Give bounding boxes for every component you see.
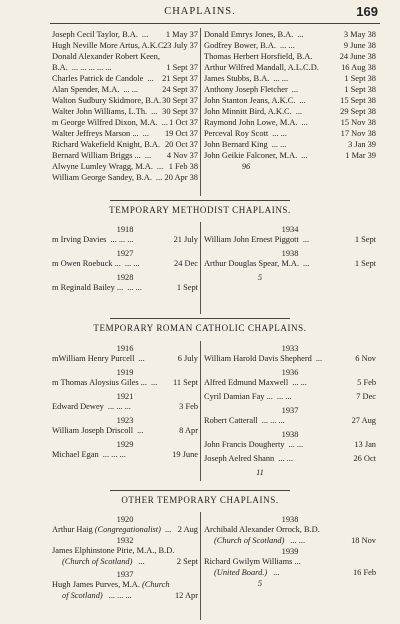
chaplain-name: Arthur Wilfred Mandall, A.L.C.D. <box>204 63 319 72</box>
chaplain-name: Richard Wakefield Knight, B.A. <box>52 140 161 149</box>
chaplain-name: William John Ernest Piggott <box>204 235 299 244</box>
leader-dots: ... <box>155 173 163 182</box>
list-item <box>204 556 376 567</box>
leader-dots: ... ... <box>127 283 142 292</box>
appointment-date: 24 Sept 37 <box>162 85 198 94</box>
list-item <box>204 128 376 139</box>
chaplain-name: James Stubbs, B.A. <box>204 74 270 83</box>
list-item <box>204 51 376 62</box>
chaplain-name: Joseph Aelred Shann <box>204 454 275 463</box>
year-heading: 1916 <box>116 344 134 353</box>
year-heading: 1919 <box>116 368 134 377</box>
appointment-date: 19 Oct 37 <box>164 129 198 138</box>
denomination-note: (Church of Scotland) <box>214 536 285 545</box>
appointment-date: 24 June 38 <box>339 52 376 61</box>
chaplain-name: Arthur Haig <box>52 525 93 534</box>
appointment-date: 21 July <box>173 235 198 244</box>
appointment-date: 1 Sept 38 <box>344 74 376 83</box>
year-heading: 1937 <box>116 570 134 579</box>
year-heading: 1933 <box>281 344 299 353</box>
list-item <box>52 117 198 128</box>
list-item <box>204 535 376 546</box>
page-number: 169 <box>356 4 378 19</box>
section-rule <box>110 200 290 201</box>
chaplain-name: mWilliam Henry Purcell <box>52 354 135 363</box>
list-item <box>204 453 376 464</box>
denomination-note: (United Board.) <box>214 568 268 577</box>
list-item <box>52 62 198 73</box>
chaplain-name: James Elphinstone Pirie, M.A., B.D. <box>52 546 175 555</box>
list-count: 5 <box>257 273 263 282</box>
leader-dots: ... ... ... <box>108 591 132 600</box>
list-item <box>204 524 376 535</box>
appointment-date: 1 May 37 <box>165 30 198 39</box>
leader-dots: ... ... <box>290 536 306 545</box>
list-count: 5 <box>257 579 263 588</box>
chaplain-name: John Stanton Jeans, A.K.C. <box>204 96 296 105</box>
leader-dots: ... <box>156 162 164 171</box>
leader-dots: ... <box>141 30 149 39</box>
chaplain-name: B.A. <box>52 63 68 72</box>
year-heading: 1921 <box>116 392 134 401</box>
chaplain-name: Donald Alexander Robert Keen, <box>52 52 160 61</box>
list-item <box>52 139 198 150</box>
appointment-date: 12 Apr <box>174 591 198 600</box>
year-heading: 1938 <box>281 515 299 524</box>
section-rule <box>110 490 290 491</box>
column-divider <box>200 28 201 196</box>
appointment-date: 13 Jan <box>354 440 376 449</box>
chaplain-name: Richard Gwilym Williams ... <box>204 557 301 566</box>
list-item <box>52 51 198 62</box>
list-item <box>204 377 376 388</box>
chaplain-name: John Francis Dougherty <box>204 440 285 449</box>
list-item <box>52 556 198 567</box>
appointment-date: 1 Sept <box>176 283 198 292</box>
list-item <box>52 449 198 460</box>
chaplain-name: m Irving Davies <box>52 235 107 244</box>
list-item <box>52 234 198 245</box>
appointment-date: 23 July 37 <box>163 41 198 50</box>
year-heading: 1918 <box>116 225 134 234</box>
appointment-date: 6 July <box>177 354 198 363</box>
list-item <box>204 567 376 578</box>
leader-dots: ... <box>299 96 306 105</box>
appointment-date: 1 Sept 37 <box>166 63 198 72</box>
year-heading: 1932 <box>116 536 134 545</box>
chaplain-list-left <box>52 29 198 183</box>
chaplain-name: Cyril Damian Fay ... <box>204 392 273 401</box>
catholic-list-left <box>52 343 198 463</box>
appointment-date: 8 Apr <box>179 426 198 435</box>
list-item <box>52 401 198 412</box>
leader-dots: ... <box>164 525 172 534</box>
chaplain-name: Donald Emrys Jones, B.A. <box>204 30 294 39</box>
appointment-date: 20 Oct 37 <box>164 140 198 149</box>
leader-dots: ... <box>273 568 280 577</box>
chaplain-name: Walter John Williams, L.Th. <box>52 107 148 116</box>
list-item <box>52 40 198 51</box>
chaplain-name: Robert Catterall <box>204 416 258 425</box>
list-count: 11 <box>256 468 264 477</box>
appointment-date: 30 Sept 37 <box>162 107 198 116</box>
appointment-date: 1 Sept 38 <box>344 85 376 94</box>
list-item <box>52 73 198 84</box>
list-item <box>204 391 376 402</box>
appointment-date: 15 Sept 38 <box>340 96 376 105</box>
appointment-date: 11 Sept <box>172 378 198 387</box>
list-item <box>52 29 198 40</box>
leader-dots: ... ... <box>288 440 304 449</box>
leader-dots: ... ... ... <box>107 402 131 411</box>
chaplain-name: William George Sandey, B.A. <box>52 173 152 182</box>
chaplain-name: m George Wilfred Dixon, M.A. <box>52 118 158 127</box>
chaplain-name: Edward Dewey <box>52 402 104 411</box>
leader-dots: ... <box>291 85 299 94</box>
list-item <box>52 128 198 139</box>
list-item <box>204 62 376 73</box>
leader-dots: ... <box>144 151 152 160</box>
chaplain-name: Alan Spender, M.A. <box>52 85 120 94</box>
leader-dots: ... ... <box>273 74 289 83</box>
appointment-date: 2 Aug <box>177 525 198 534</box>
chaplain-name: Alwyne Lumley Wragg, M.A. <box>52 162 153 171</box>
list-item <box>204 258 376 269</box>
list-item <box>204 40 376 51</box>
appointment-date: 30 Sept 37 <box>162 96 198 105</box>
leader-dots: ... <box>161 118 168 127</box>
section-rule <box>110 318 290 319</box>
chaplain-name: William Harold Davis Shepherd <box>204 354 312 363</box>
list-item <box>204 106 376 117</box>
leader-dots: ... ... <box>123 85 139 94</box>
appointment-date: 27 Aug <box>351 416 376 425</box>
list-item <box>52 425 198 436</box>
chaplain-name: Arthur Douglas Spear, M.A. <box>204 259 300 268</box>
chaplain-name: Hugh Neville More Artus, A.K.C. <box>52 41 166 50</box>
chaplain-name: John Geikie Falconer, M.A. <box>204 151 298 160</box>
chaplain-name: Perceval Roy Scott <box>204 129 269 138</box>
leader-dots: ... ... <box>276 392 292 401</box>
appointment-date: 21 Sept 37 <box>162 74 198 83</box>
year-heading: 1938 <box>281 249 299 258</box>
leader-dots: ... ... <box>271 140 287 149</box>
appointment-date: 1 Sept <box>354 235 376 244</box>
list-item <box>204 117 376 128</box>
chaplain-name: John Bernard King <box>204 140 268 149</box>
chaplain-name: Charles Patrick de Candole <box>52 74 144 83</box>
section-title-methodist: TEMPORARY METHODIST CHAPLAINS. <box>109 205 291 215</box>
list-item <box>52 590 198 601</box>
list-item <box>204 95 376 106</box>
leader-dots: ... <box>147 74 154 83</box>
chaplain-name: Walton Sudbury Skidmore, B.A. <box>52 96 162 105</box>
chaplain-name: Bernard William Briggs ... <box>52 151 141 160</box>
denomination-note: (Church <box>141 580 170 589</box>
list-item <box>204 73 376 84</box>
chaplain-name: John Minnitt Bird, A.K.C. <box>204 107 292 116</box>
methodist-list-left <box>52 224 198 296</box>
list-item <box>52 282 198 293</box>
list-count: 96 <box>241 162 251 171</box>
appointment-date: 3 May 38 <box>343 30 376 39</box>
methodist-list-right <box>204 224 376 283</box>
year-heading: 1939 <box>281 547 299 556</box>
chaplain-name: Godfrey Bower, B.A. <box>204 41 277 50</box>
chaplain-name: Thomas Herbert Horsfield, B.A. <box>204 52 313 61</box>
list-item <box>52 579 198 590</box>
year-heading: 1938 <box>281 430 299 439</box>
denomination-note-cont: of Scotland) <box>62 591 103 600</box>
chaplain-name: m Owen Roebuck ... <box>52 259 121 268</box>
leader-dots: ... ... ... <box>102 450 126 459</box>
leader-dots: ... ... <box>278 454 293 463</box>
list-item <box>204 234 376 245</box>
leader-dots: ... <box>151 107 158 116</box>
appointment-date: 19 June <box>172 450 198 459</box>
appointment-date: 5 Feb <box>357 378 376 387</box>
leader-dots: ... <box>297 30 304 39</box>
appointment-date: 16 Aug 38 <box>341 63 376 72</box>
column-divider <box>200 341 201 481</box>
year-heading: 1929 <box>116 440 134 449</box>
list-item <box>52 106 198 117</box>
leader-dots: ... <box>295 107 302 116</box>
leader-dots: ... <box>303 259 310 268</box>
list-item <box>52 150 198 161</box>
appointment-date: 2 Sept <box>176 557 198 566</box>
leader-dots: ... <box>137 426 144 435</box>
leader-dots: ... ... <box>292 378 307 387</box>
appointment-date: 15 Nov 38 <box>340 118 376 127</box>
appointment-date: 3 Jan 39 <box>348 140 376 149</box>
appointment-date: 1 Sept <box>354 259 376 268</box>
year-heading: 1934 <box>281 225 299 234</box>
section-title-other: OTHER TEMPORARY CHAPLAINS. <box>121 495 279 505</box>
list-item <box>52 84 198 95</box>
list-item <box>52 95 198 106</box>
appointment-date: 9 June 38 <box>343 41 376 50</box>
appointment-date: 18 Nov <box>351 536 376 545</box>
leader-dots: ... ... <box>272 129 287 138</box>
list-item <box>204 139 376 150</box>
appointment-date: 3 Feb <box>179 402 198 411</box>
chaplain-name: Raymond John Lowe, M.A. <box>204 118 298 127</box>
leader-dots: ... ... ... <box>261 416 285 425</box>
denomination-note: (Church of Scotland) <box>62 557 133 566</box>
year-heading: 1923 <box>116 416 134 425</box>
page-title: CHAPLAINS. <box>164 6 236 17</box>
chaplain-name: Alfred Edmund Maxwell <box>204 378 289 387</box>
leader-dots: ... ... ... <box>110 235 134 244</box>
chaplain-name: m Reginald Bailey ... <box>52 283 124 292</box>
appointment-date: 6 Nov <box>355 354 376 363</box>
list-item <box>52 161 198 172</box>
leader-dots: ... ... <box>124 259 140 268</box>
leader-dots: ... ... <box>280 41 295 50</box>
appointment-date: 1 Mar 39 <box>345 151 376 160</box>
year-heading: 1937 <box>281 406 299 415</box>
list-item <box>204 439 376 450</box>
appointment-date: 24 Dec <box>174 259 198 268</box>
appointment-date: 7 Dec <box>356 392 376 401</box>
year-heading: 1927 <box>116 249 134 258</box>
chaplain-list-right <box>204 29 376 161</box>
list-item <box>52 353 198 364</box>
column-divider <box>200 222 201 314</box>
year-heading: 1936 <box>281 368 299 377</box>
list-item <box>52 172 198 183</box>
appointment-date: 26 Oct <box>353 454 376 463</box>
leader-dots: ... ... ... ... ... <box>71 63 112 72</box>
list-item <box>52 545 198 556</box>
leader-dots: ... <box>142 129 149 138</box>
appointment-date: 20 Apr 38 <box>164 173 198 182</box>
chaplain-name: William Joseph Driscoll <box>52 426 134 435</box>
appointment-date: 29 Sept 38 <box>340 107 376 116</box>
list-item <box>204 150 376 161</box>
header-rule <box>50 23 380 24</box>
appointment-date: 1 Feb 38 <box>168 162 198 171</box>
leader-dots: ... <box>138 557 145 566</box>
section-title-catholic: TEMPORARY ROMAN CATHOLIC CHAPLAINS. <box>93 323 307 333</box>
chaplain-name: Hugh James Purves, M.A. <box>52 580 140 589</box>
chaplain-name: Archibald Alexander Orrock, B.D. <box>204 525 320 534</box>
catholic-list-right <box>204 343 376 478</box>
list-item <box>52 258 198 269</box>
leader-dots: ... <box>302 235 310 244</box>
appointment-date: 17 Nov 38 <box>340 129 376 138</box>
year-heading: 1928 <box>116 273 134 282</box>
leader-dots: ... <box>315 354 323 363</box>
page-header <box>0 5 400 21</box>
chaplain-name: Michael Egan <box>52 450 99 459</box>
list-item <box>52 524 198 535</box>
chaplain-name: Joseph Cecil Taylor, B.A. <box>52 30 138 39</box>
other-list-left <box>52 514 198 603</box>
leader-dots: ... <box>301 151 308 160</box>
list-item <box>204 84 376 95</box>
list-item <box>204 415 376 426</box>
leader-dots: ... <box>138 354 145 363</box>
denomination-note: (Congregationalist) <box>94 525 161 534</box>
appointment-date: 16 Feb <box>352 568 376 577</box>
column-divider <box>200 512 201 620</box>
appointment-date: 1 Oct 37 <box>169 118 198 127</box>
appointment-date: 4 Nov 37 <box>166 151 198 160</box>
chaplain-name: Anthony Joseph Fletcher <box>204 85 288 94</box>
chaplain-name: Walter Jeffreys Marson ... <box>52 129 139 138</box>
leader-dots: ... <box>301 118 308 127</box>
year-heading: 1920 <box>116 515 134 524</box>
other-list-right <box>204 514 376 589</box>
list-item <box>52 377 198 388</box>
list-item <box>204 29 376 40</box>
list-item <box>204 353 376 364</box>
leader-dots: ... <box>151 378 158 387</box>
chaplain-name: m Thomas Aloysius Giles ... <box>52 378 147 387</box>
